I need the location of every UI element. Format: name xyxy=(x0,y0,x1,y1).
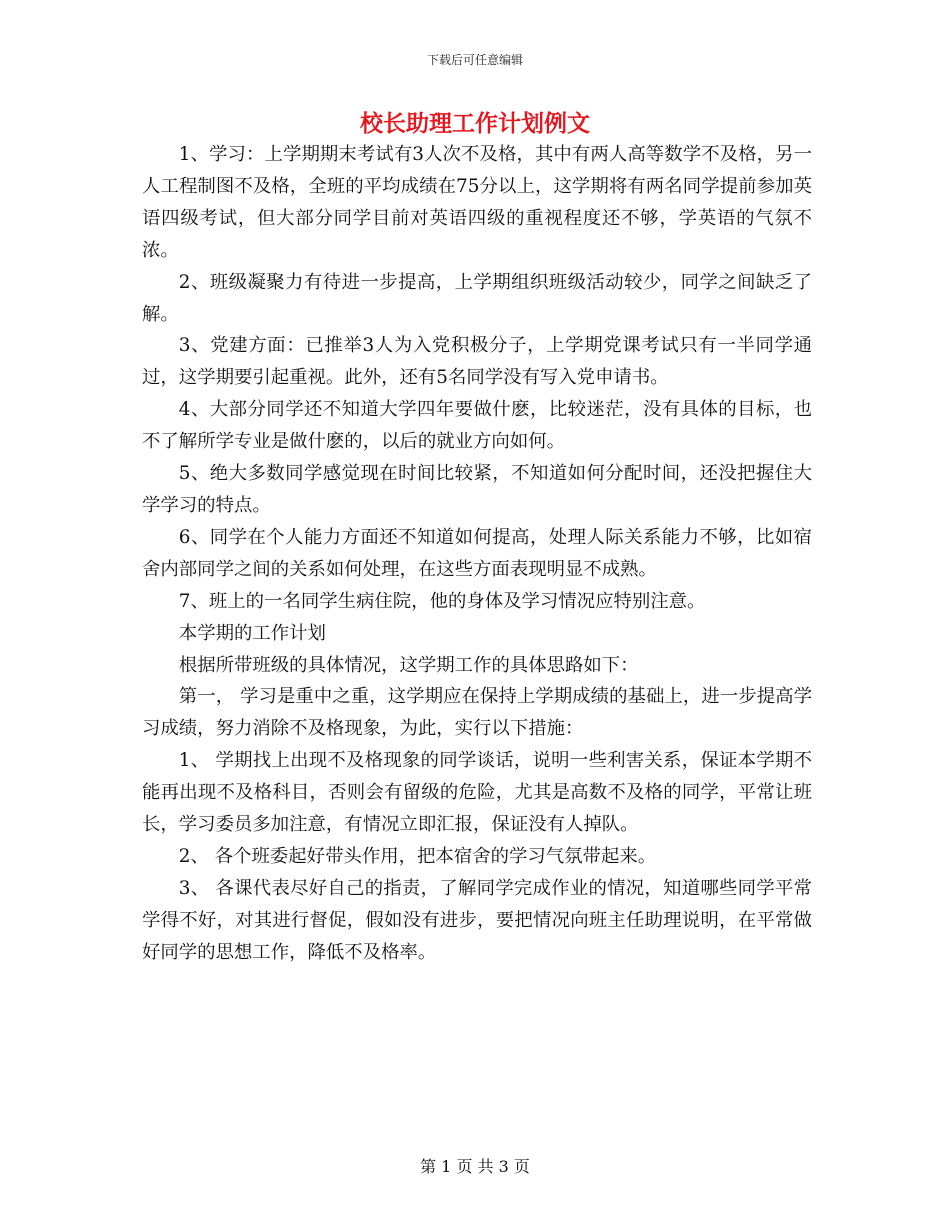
paragraph-plan-intro: 根据所带班级的具体情况，这学期工作的具体思路如下： xyxy=(178,654,639,676)
paragraph-3: 3、党建方面：已推举3人为入党积极分子，上学期党课考试只有一半同学通过，这学期要引起重视。此外，还有5名同学没有写入党申请书。 xyxy=(142,335,812,389)
paragraph-7: 7、班上的一名同学生病住院，他的身体及学习情况应特别注意。 xyxy=(178,590,706,612)
paragraph-6: 6、同学在个人能力方面还不知道如何提高，处理人际关系能力不够，比如宿舍内部同学之间的关系如何处理，在这些方面表现明显不成熟。 xyxy=(142,526,812,580)
measure-3: 3、 各课代表尽好自己的指责，了解同学完成作业的情况，知道哪些同学平常学得不好，对其进行督促，假如没有进步，要把情况向班主任助理说明，在平常做好同学的思想工作，降低不及格率。 xyxy=(142,877,812,963)
page-number-footer: 第 1 页 共 3 页 xyxy=(420,1157,530,1176)
measure-2: 2、 各个班委起好带头作用，把本宿舍的学习气氛带起来。 xyxy=(178,845,657,867)
page-header-note: 下载后可任意编辑 xyxy=(426,53,523,67)
paragraph-5: 5、绝大多数同学感觉现在时间比较紧，不知道如何分配时间，还没把握住大学学习的特点。 xyxy=(142,463,812,516)
paragraph-2: 2、班级凝聚力有待进一步提高，上学期组织班级活动较少，同学之间缺乏了解。 xyxy=(142,271,812,325)
paragraph-first-point: 第一， 学习是重中之重，这学期应在保持上学期成绩的基础上，进一步提高学习成绩，努力消除不及格现象，为此，实行以下措施： xyxy=(142,686,812,740)
paragraph-1: 1、学习：上学期期末考试有3人次不及格，其中有两人高等数学不及格，另一人工程制图不及格，全班的平均成绩在75分以上，这学期将有两名同学提前参加英语四级考试，但大部分同学目前对英语四级的重视程度还不够，学英语的气氛不浓。 xyxy=(142,144,812,261)
document-title: 校长助理工作计划例文 xyxy=(360,110,590,137)
section-heading-work-plan: 本学期的工作计划 xyxy=(178,622,326,644)
measure-1: 1、 学期找上出现不及格现象的同学谈话，说明一些利害关系，保证本学期不能再出现不及格科目，否则会有留级的危险，尤其是高数不及格的同学，平常让班长，学习委员多加注意，有情况立即汇报，保证没有人掉队。 xyxy=(142,750,812,836)
paragraph-4: 4、大部分同学还不知道大学四年要做什麽，比较迷茫，没有具体的目标，也不了解所学专业是做什麽的，以后的就业方向如何。 xyxy=(142,399,812,453)
document-body xyxy=(142,139,812,969)
